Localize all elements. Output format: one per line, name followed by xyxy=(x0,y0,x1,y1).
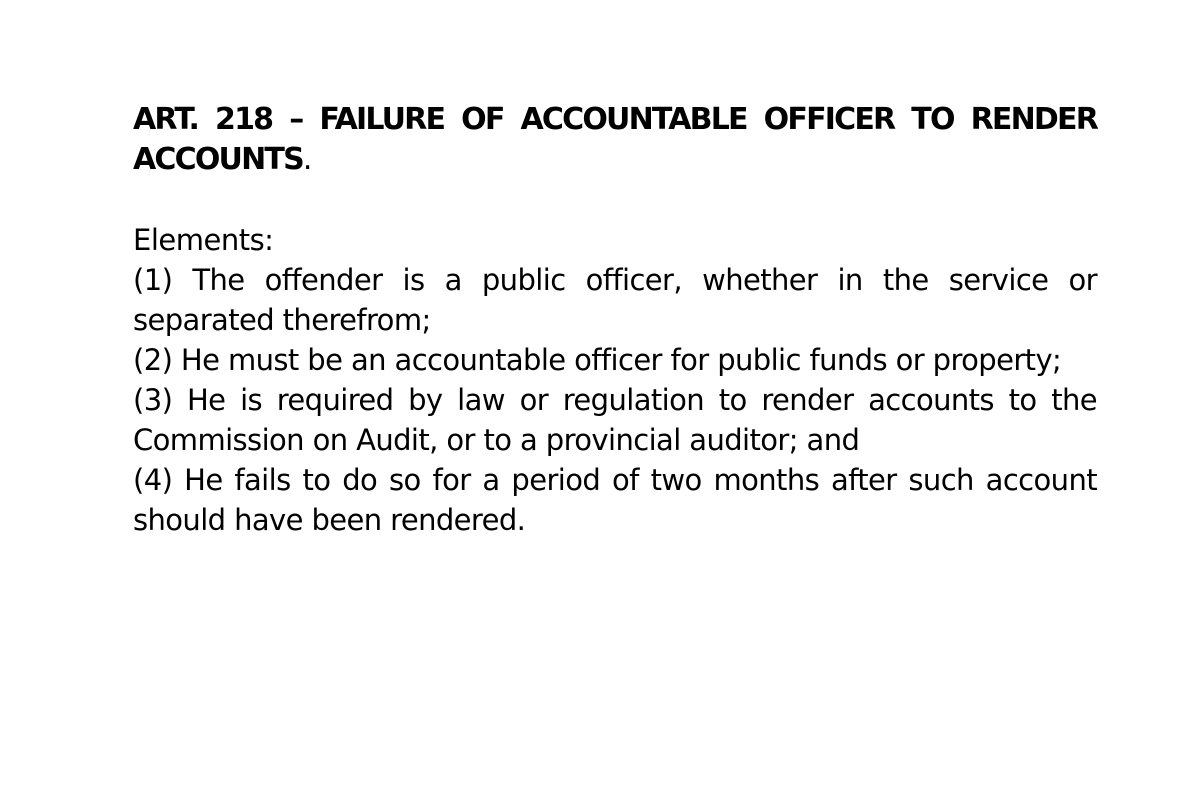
element-item-1: (1) The offender is a public officer, whether in the service or separated therefrom; xyxy=(133,263,1097,337)
article-title-period: . xyxy=(302,142,311,177)
element-item-4: (4) He fails to do so for a period of two months after such account should have been rendered. xyxy=(133,463,1097,537)
article-title xyxy=(133,100,1097,180)
elements-list xyxy=(133,260,1097,540)
article-title-text: ART. 218 – FAILURE OF ACCOUNTABLE OFFICER TO RENDER ACCOUNTS xyxy=(133,102,1097,177)
element-item-3: (3) He is required by law or regulation to render accounts to the Commission on Audit, or to a provincial auditor; and xyxy=(133,383,1097,457)
elements-heading: Elements: xyxy=(133,223,274,257)
slide-content xyxy=(133,100,1097,540)
element-item-2: (2) He must be an accountable officer for public funds or property; xyxy=(133,343,1062,377)
